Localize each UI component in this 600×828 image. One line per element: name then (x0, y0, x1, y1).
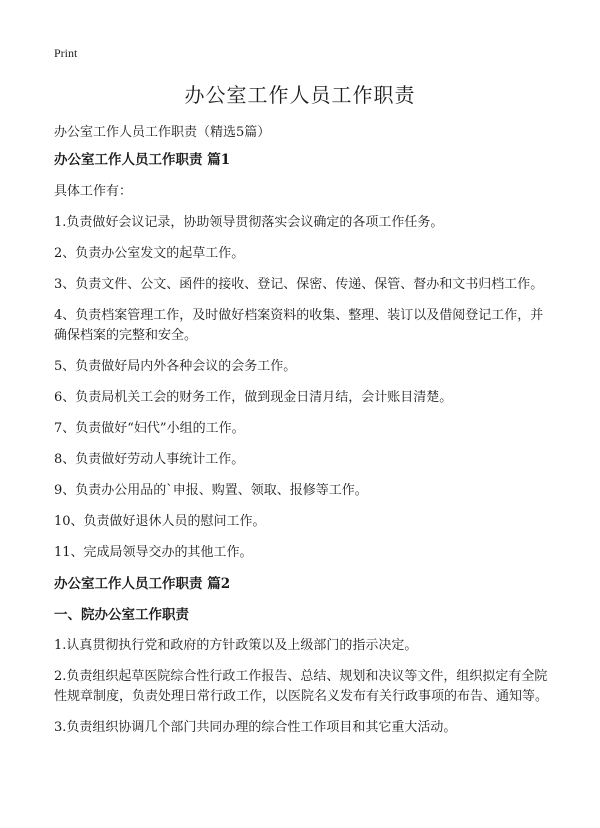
list-item: 4、负责档案管理工作，及时做好档案资料的收集、整理、装订以及借阅登记工作，并确保档案的完整和安全。 (54, 308, 544, 343)
document-body (54, 150, 550, 738)
document-subtitle: 办公室工作人员工作职责（精选5篇） (54, 125, 271, 140)
list-item: 6、负责局机关工会的财务工作，做到现金日清月结，会计账目清楚。 (54, 390, 453, 405)
section-2-subheading: 一、院办公室工作职责 (54, 607, 189, 623)
list-item: 11、完成局领导交办的其他工作。 (54, 545, 253, 560)
section-1-intro: 具体工作有： (54, 184, 133, 199)
list-item: 5、负责做好局内外各种会议的会务工作。 (54, 359, 297, 374)
section-1-heading: 办公室工作人员工作职责 篇1 (54, 152, 231, 168)
list-item: 1.负责做好会议记录，协助领导贯彻落实会议确定的各项工作任务。 (54, 215, 444, 230)
list-item: 10、负责做好退休人员的慰问工作。 (54, 514, 266, 529)
page-title: 办公室工作人员工作职责 (184, 83, 416, 107)
list-item: 9、负责办公用品的`申报、购置、领取、报修等工作。 (54, 483, 368, 498)
section-2-heading: 办公室工作人员工作职责 篇2 (54, 576, 231, 592)
list-item: 8、负责做好劳动人事统计工作。 (54, 452, 245, 467)
list-item: 3.负责组织协调几个部门共同办理的综合性工作项目和其它重大活动。 (54, 720, 457, 735)
print-label: Print (54, 46, 78, 60)
list-item: 2、负责办公室发文的起草工作。 (54, 246, 245, 261)
list-item: 1.认真贯彻执行党和政府的方针政策以及上级部门的指示决定。 (54, 638, 418, 653)
list-item: 2.负责组织起草医院综合性行政工作报告、总结、规划和决议等文件，组织拟定有全院性规章制度，负责处理日常行政工作，以医院名义发布有关行政事项的布告、通知等。 (54, 669, 549, 704)
list-item: 7、负责做好“妇代”小组的工作。 (54, 421, 245, 436)
list-item: 3、负责文件、公文、函件的接收、登记、保密、传递、保管、督办和文书归档工作。 (54, 277, 544, 292)
